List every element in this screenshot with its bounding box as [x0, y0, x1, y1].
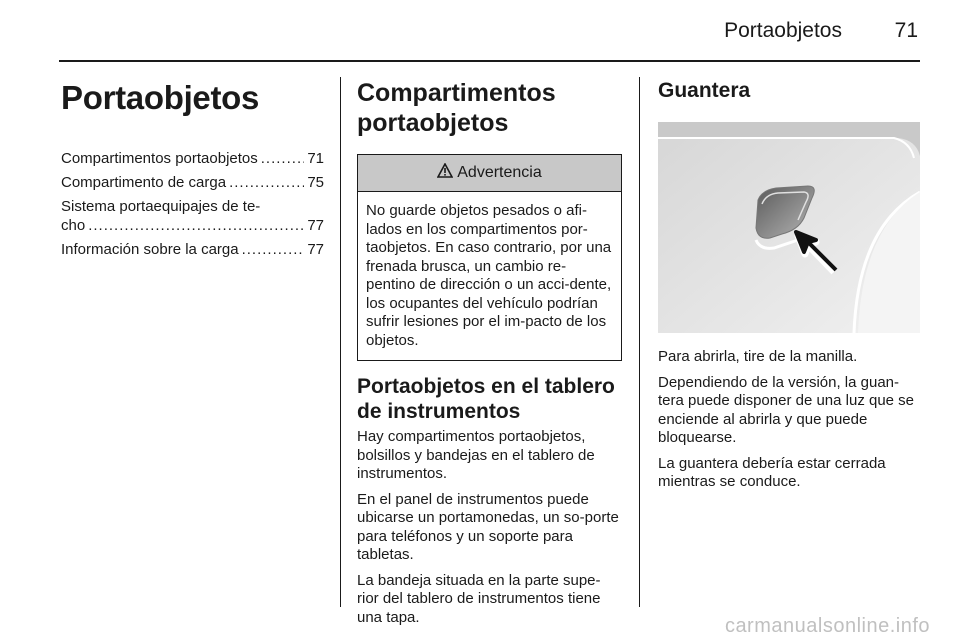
warning-triangle-icon: [437, 163, 453, 183]
warning-title: Advertencia: [457, 164, 542, 181]
column-divider-2: [639, 77, 640, 607]
table-of-contents: [61, 149, 324, 259]
toc-entry[interactable]: [61, 149, 324, 168]
paragraph: La guantera debería estar cerrada mientras se conduce.: [658, 454, 886, 490]
header-page-number: 71: [894, 19, 918, 42]
toc-entry-page: 77: [307, 241, 324, 258]
watermark: carmanualsonline.info: [724, 615, 930, 637]
toc-entry-text: Compartimento de carga: [61, 174, 227, 191]
paragraph: En el panel de instrumentos puede ubicarse un portamonedas, un so-porte para teléfonos y un soporte para tabletas.: [357, 490, 619, 563]
toc-leader-dots: [242, 240, 305, 259]
toc-entry-page: 75: [307, 174, 324, 191]
toc-entry-page: 77: [307, 217, 324, 234]
section-title: Compartimentos portaobjetos: [357, 79, 556, 137]
toc-entry-text: Compartimentos portaobjetos: [61, 150, 258, 167]
toc-entry[interactable]: [61, 240, 324, 259]
header-title: Portaobjetos: [724, 19, 842, 42]
toc-entry[interactable]: [61, 173, 324, 192]
subsection-title: Portaobjetos en el tablero de instrumentos: [357, 375, 615, 423]
toc-entry[interactable]: [61, 197, 324, 235]
warning-text: No guarde objetos pesados o afi-lados en los compartimentos por-taobjetos. En caso contrario, por una frenada brusca, un cambio re-pentino de dirección o un acci-dente, los ocupantes del vehículo podrían sufrir lesiones por el im-pacto de los objetos.: [366, 202, 612, 349]
paragraph: Para abrirla, tire de la manilla.: [658, 348, 858, 365]
paragraph: La bandeja situada en la parte supe-rior del tablero de instrumentos tiene una tapa.: [357, 571, 601, 626]
chapter-title: Portaobjetos: [61, 79, 260, 116]
warning-header: [358, 155, 621, 192]
toc-entry-text-line1: Sistema portaequipajes de te-: [61, 198, 261, 215]
glovebox-illustration: [658, 122, 920, 333]
paragraph: Hay compartimentos portaobjetos, bolsillos y bandejas en el tablero de instrumentos.: [357, 428, 595, 482]
section-title-guantera: Guantera: [658, 79, 751, 102]
paragraph: Dependiendo de la versión, la guan-tera puede disponer de una luz que se enciende al abrirla y que puede bloquearse.: [658, 373, 915, 446]
toc-leader-dots: [88, 216, 304, 235]
toc-leader-dots: [229, 173, 304, 192]
warning-box: [357, 154, 622, 361]
toc-entry-page: 71: [307, 150, 324, 167]
toc-entry-text: cho: [61, 217, 86, 234]
toc-leader-dots: [261, 149, 305, 168]
toc-entry-text: Información sobre la carga: [61, 241, 239, 258]
left-column: [61, 61, 324, 608]
right-column: [658, 61, 920, 608]
middle-column: [357, 61, 622, 626]
column-divider-1: [340, 77, 341, 607]
